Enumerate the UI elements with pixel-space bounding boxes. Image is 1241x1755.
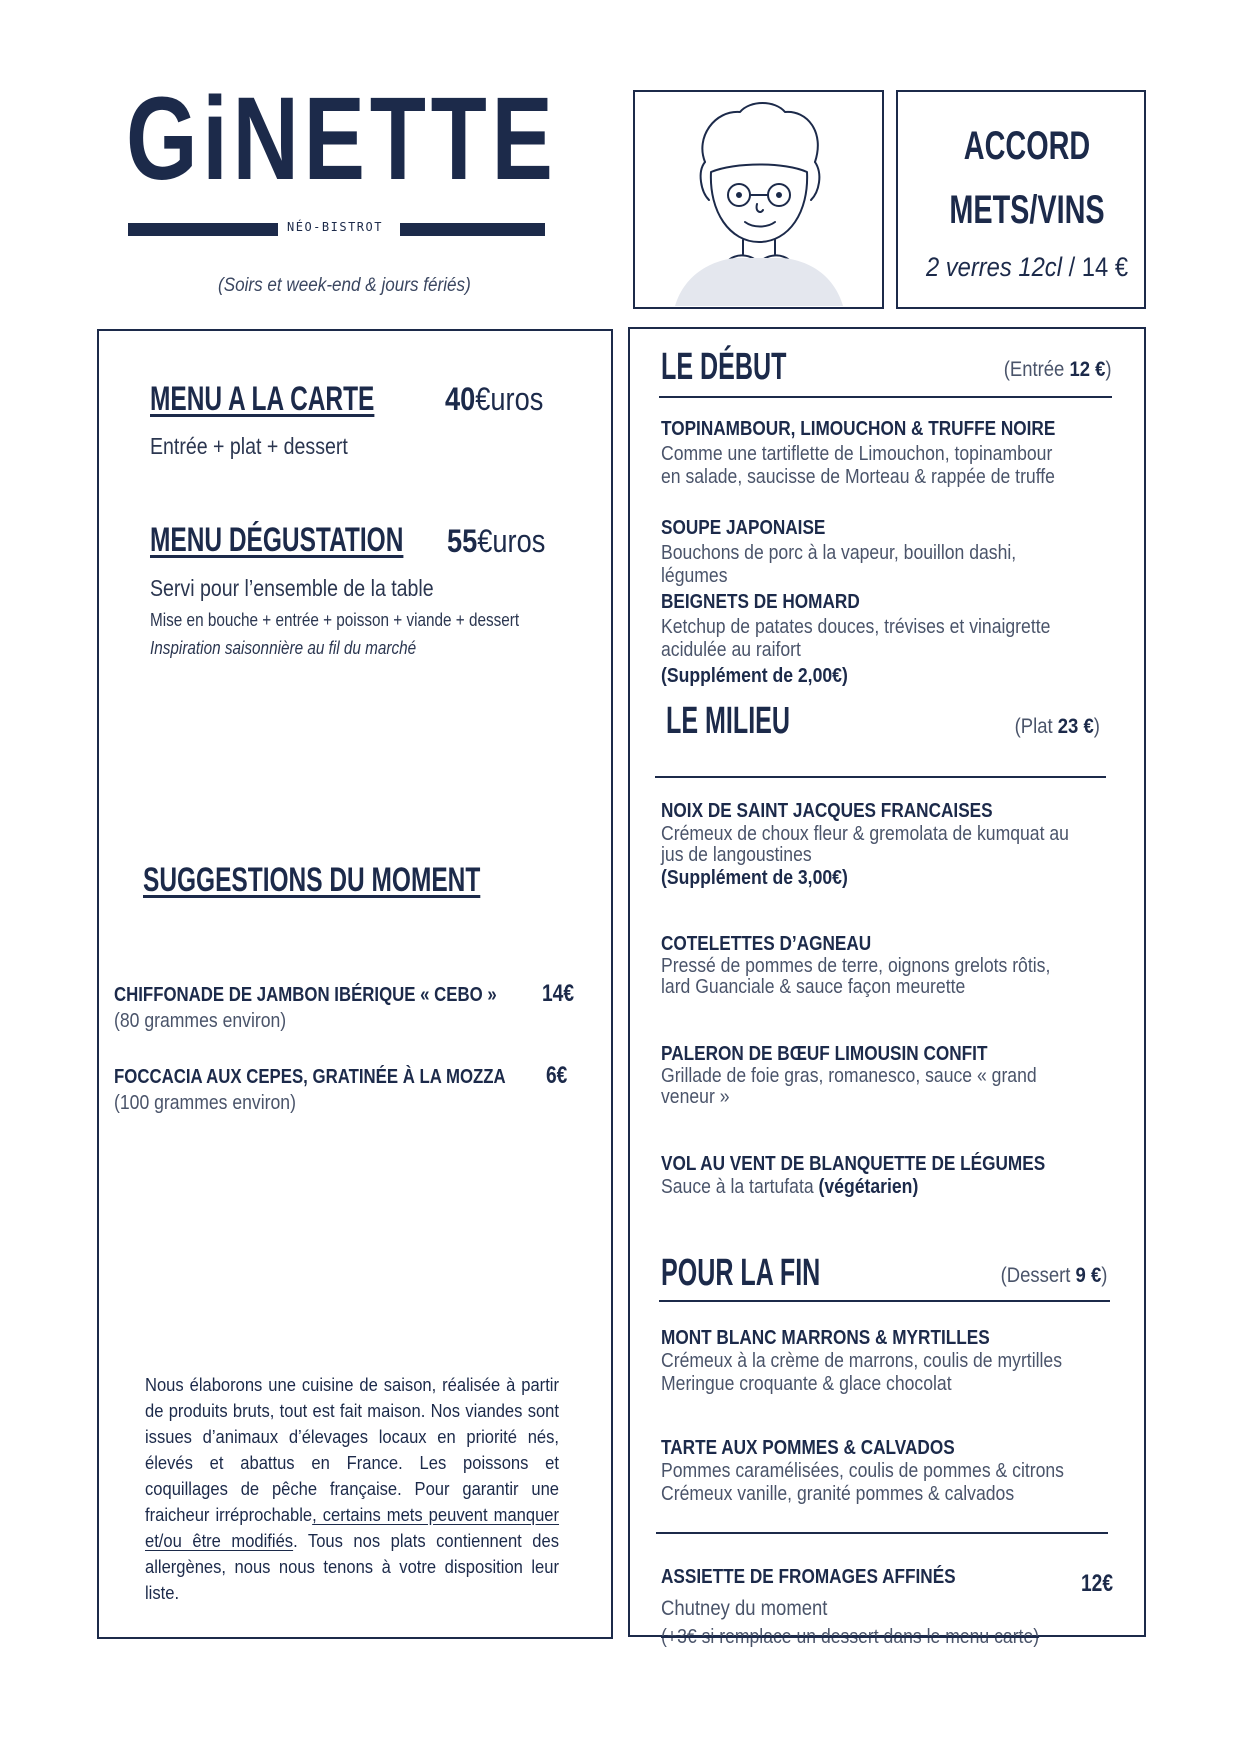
suggestions-title: SUGGESTIONS DU MOMENT [143,861,481,899]
milieu-dish-2-name: COTELETTES D’AGNEAU [661,933,872,955]
suggestion-1-price: 14€ [542,980,575,1007]
debut-title: LE DÉBUT [661,346,787,388]
notice-underlined: , certains mets peuvent manquer et/ou être modifiés [145,1505,560,1551]
fin-rule [659,1300,1110,1302]
milieu-title: LE MILIEU [666,700,791,742]
carte-price [445,381,543,418]
fin-dish-2-desc: Pommes caramélisées, coulis de pommes & citrons Crémeux vanille, granité pommes & calvados [661,1460,1064,1505]
milieu-dish-1-supplement: (Supplément de 3,00€) [661,867,848,889]
milieu-price: (Plat 23 €) [1014,715,1100,738]
milieu-dish-1-desc: Crémeux de choux fleur & gremolata de kumquat au jus de langoustines [661,823,1069,866]
degustation-description: Servi pour l’ensemble de la table [150,575,434,601]
degustation-title: MENU DÉGUSTATION [150,521,404,559]
wine-pairing-amount: 14 € [1081,252,1129,282]
degustation-detail: Mise en bouche + entrée + poisson + viande + dessert [150,610,520,630]
suggestion-1-name: CHIFFONADE DE JAMBON IBÉRIQUE « CEBO » [114,984,497,1006]
wine-pairing-title-line2: METS/VINS [949,188,1105,232]
milieu-dish-4-name: VOL AU VENT DE BLANQUETTE DE LÉGUMES [661,1153,1046,1175]
carte-description: Entrée + plat + dessert [150,433,348,459]
carte-title: MENU A LA CARTE [150,380,375,418]
fin-dish-1-name: MONT BLANC MARRONS & MYRTILLES [661,1327,990,1349]
suggestion-1-qty: (80 grammes environ) [114,1010,287,1032]
degustation-note: Inspiration saisonnière au fil du marché [150,638,417,658]
debut-rule [659,396,1112,398]
milieu-dish-2-desc: Pressé de pommes de terre, oignons grelots rôtis, lard Guanciale & sauce façon meurette [661,955,1051,998]
notice-text-1: Nous élaborons une cuisine de saison, réalisée à partir de produits bruts, tout est fait maison. Nos viandes sont issues d’animaux d’élevages locaux en priorité nés, élevés et abattus en France. Les poissons et coquillages de pêche française. Pour garantir une fraicheur irréprochable [145,1375,559,1525]
degustation-price-number: 55 [447,523,478,559]
debut-dish-3-name: BEIGNETS DE HOMARD [661,591,860,613]
milieu-dish-3-desc: Grillade de foie gras, romanesco, sauce « grand veneur » [661,1065,1037,1108]
suggestion-2-name: FOCCACIA AUX CEPES, GRATINÉE À LA MOZZA [114,1066,506,1088]
degustation-price [447,523,545,560]
fromages-note: (+3€ si remplace un dessert dans le menu carte) [661,1626,1040,1648]
suggestion-2-price: 6€ [546,1062,568,1089]
fin-price: (Dessert 9 €) [1000,1264,1107,1287]
suggestion-2-qty: (100 grammes environ) [114,1092,296,1114]
carte-price-unit: €uros [475,381,544,417]
logo-bar-right [400,223,545,236]
debut-dish-1-name: TOPINAMBOUR, LIMOUCHON & TRUFFE NOIRE [661,418,1056,440]
wine-pairing-title-line1: ACCORD [963,124,1091,168]
milieu-dish-4-desc: Sauce à la tartufata (végétarien) [661,1176,919,1198]
wine-pairing-price [917,252,1137,283]
fromages-price: 12€ [1081,1570,1114,1597]
debut-dish-3-desc: Ketchup de patates douces, trévises et vinaigrette acidulée au raifort [661,616,1051,661]
debut-dish-1-desc: Comme une tartiflette de Limouchon, topinambour en salade, saucisse de Morteau & rappée de truffe [661,443,1055,488]
logo-bar-left [128,223,278,236]
opening-note: (Soirs et week-end & jours fériés) [218,275,471,296]
degustation-price-unit: €uros [477,523,546,559]
fin-dish-2-name: TARTE AUX POMMES & CALVADOS [661,1437,955,1459]
grandmother-portrait-icon [635,92,882,307]
carte-price-number: 40 [445,381,476,417]
wine-pairing-separator: / [1061,252,1082,282]
portrait-box [633,90,884,309]
logo-wordmark: GiNETTE [126,73,558,205]
debut-dish-3-supplement: (Supplément de 2,00€) [661,665,848,687]
fin-dish-1-desc: Crémeux à la crème de marrons, coulis de myrtilles Meringue croquante & glace chocolat [661,1350,1063,1395]
logo-subtitle: NÉO-BISTROT [287,220,383,234]
fromages-name: ASSIETTE DE FROMAGES AFFINÉS [661,1566,956,1588]
debut-dish-2-name: SOUPE JAPONAISE [661,517,826,539]
fin-title: POUR LA FIN [661,1252,821,1294]
debut-dish-2-desc: Bouchons de porc à la vapeur, bouillon dashi, légumes [661,542,1017,587]
wine-pairing-detail: 2 verres 12cl [925,252,1062,282]
milieu-rule [655,776,1106,778]
fromages-rule [656,1532,1108,1534]
milieu-dish-3-name: PALERON DE BŒUF LIMOUSIN CONFIT [661,1043,988,1065]
debut-price: (Entrée 12 €) [1004,358,1112,381]
notice-text-2: . Tous nos plats contiennent des allergènes, nous nous tenons à votre disposition leur liste. [145,1531,560,1603]
milieu-dish-1-name: NOIX DE SAINT JACQUES FRANCAISES [661,800,993,822]
fromages-desc: Chutney du moment [661,1597,828,1620]
sourcing-notice [145,1372,559,1606]
